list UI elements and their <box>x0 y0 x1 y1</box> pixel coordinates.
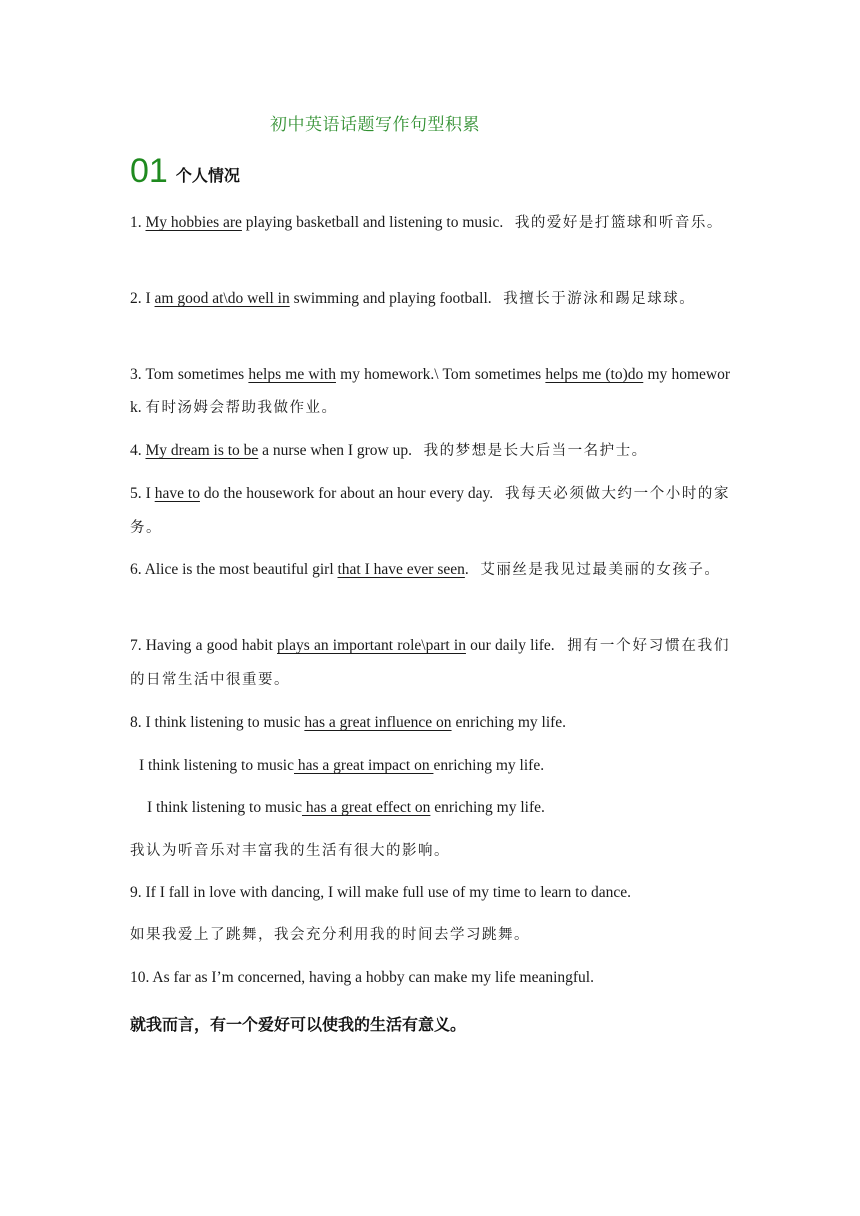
translation: 我每天必须做大约一个小时的家务。 <box>130 486 730 536</box>
sentence-9 <box>130 876 730 909</box>
sentence-text: enriching my life. <box>451 714 567 731</box>
sentence-number: 3. Tom sometimes <box>130 366 249 383</box>
sentence-8b <box>139 749 739 782</box>
sentence-text: a nurse when I grow up. <box>258 442 412 459</box>
section-heading <box>130 152 240 191</box>
translation: 我的梦想是长大后当一名护士。 <box>423 443 648 459</box>
sentence-6 <box>130 553 730 587</box>
sentence-number: 7. Having a good habit <box>130 637 278 654</box>
section-label: 个人情况 <box>175 166 240 185</box>
sentence-9-translation <box>130 918 730 952</box>
sentence-8a <box>130 706 730 739</box>
sentence-text: . <box>464 561 469 578</box>
sentence-7 <box>130 629 730 697</box>
sentence-text: swimming and playing football. <box>289 290 492 307</box>
sentence-number: 4. <box>130 442 146 459</box>
sentence-text: I think listening to music <box>139 757 294 774</box>
key-phrase: have to <box>154 485 200 502</box>
sentence-text: 8. I think listening to music <box>130 714 305 731</box>
sentence-text: my homework.\ Tom sometimes <box>335 366 546 383</box>
sentence-text: do the housework for about an hour every day. <box>199 485 494 502</box>
key-phrase: helps me (to)do <box>545 366 644 383</box>
sentence-number: 6. Alice is the most beautiful girl <box>130 561 338 578</box>
translation: 拥有一个好习惯在我们的日常生活中很重要。 <box>130 638 730 688</box>
key-phrase: has a great impact on <box>294 757 434 774</box>
sentence-10 <box>130 961 730 994</box>
key-phrase: plays an important role\part in <box>277 637 466 654</box>
sentence-2 <box>130 282 730 316</box>
sentence-4 <box>130 434 730 468</box>
sentence-text: enriching my life. <box>433 757 545 774</box>
sentence-text: enriching my life. <box>430 799 545 816</box>
sentence-8-translation <box>130 834 730 868</box>
sentence-text: playing basketball and listening to music. <box>241 214 504 231</box>
sentence-1 <box>130 206 730 240</box>
sentence-text: I think listening to music <box>147 799 302 816</box>
sentence-text: 10. As far as I’m concerned, having a hobby can make my life meaningful. <box>130 969 594 986</box>
key-phrase: am good at\do well in <box>154 290 290 307</box>
key-phrase: has a great influence on <box>304 714 452 731</box>
translation: 艾丽丝是我见过最美丽的女孩子。 <box>480 562 721 578</box>
key-phrase: that I have ever seen <box>337 561 465 578</box>
sentence-number: 2. I <box>130 290 155 307</box>
sentence-5 <box>130 477 730 545</box>
sentence-number: 5. I <box>130 485 155 502</box>
sentence-number: 1. <box>130 214 146 231</box>
translation: 如果我爱上了跳舞，我会充分利用我的时间去学习跳舞。 <box>130 927 530 943</box>
translation: 我的爱好是打篮球和听音乐。 <box>514 215 723 231</box>
translation: 我擅长于游泳和踢足球球。 <box>503 291 696 307</box>
document-title: 初中英语话题写作句型积累 <box>270 115 480 135</box>
key-phrase: has a great effect on <box>302 799 431 816</box>
sentence-text: our daily life. <box>465 637 555 654</box>
sentence-10-translation: 就我而言，有一个爱好可以使我的生活有意义。 <box>130 1015 467 1034</box>
key-phrase: My dream is to be <box>145 442 259 459</box>
sentence-3 <box>130 358 730 425</box>
sentence-text: my homework. <box>130 366 730 416</box>
key-phrase: helps me with <box>248 366 336 383</box>
translation: 我认为听音乐对丰富我的生活有很大的影响。 <box>130 843 450 859</box>
key-phrase: My hobbies are <box>145 214 242 231</box>
section-number: 01 <box>130 152 168 190</box>
sentence-text: 9. If I fall in love with dancing, I will make full use of my time to learn to dance. <box>130 884 632 901</box>
sentence-8c <box>147 791 747 824</box>
translation: 有时汤姆会帮助我做作业。 <box>145 400 338 416</box>
